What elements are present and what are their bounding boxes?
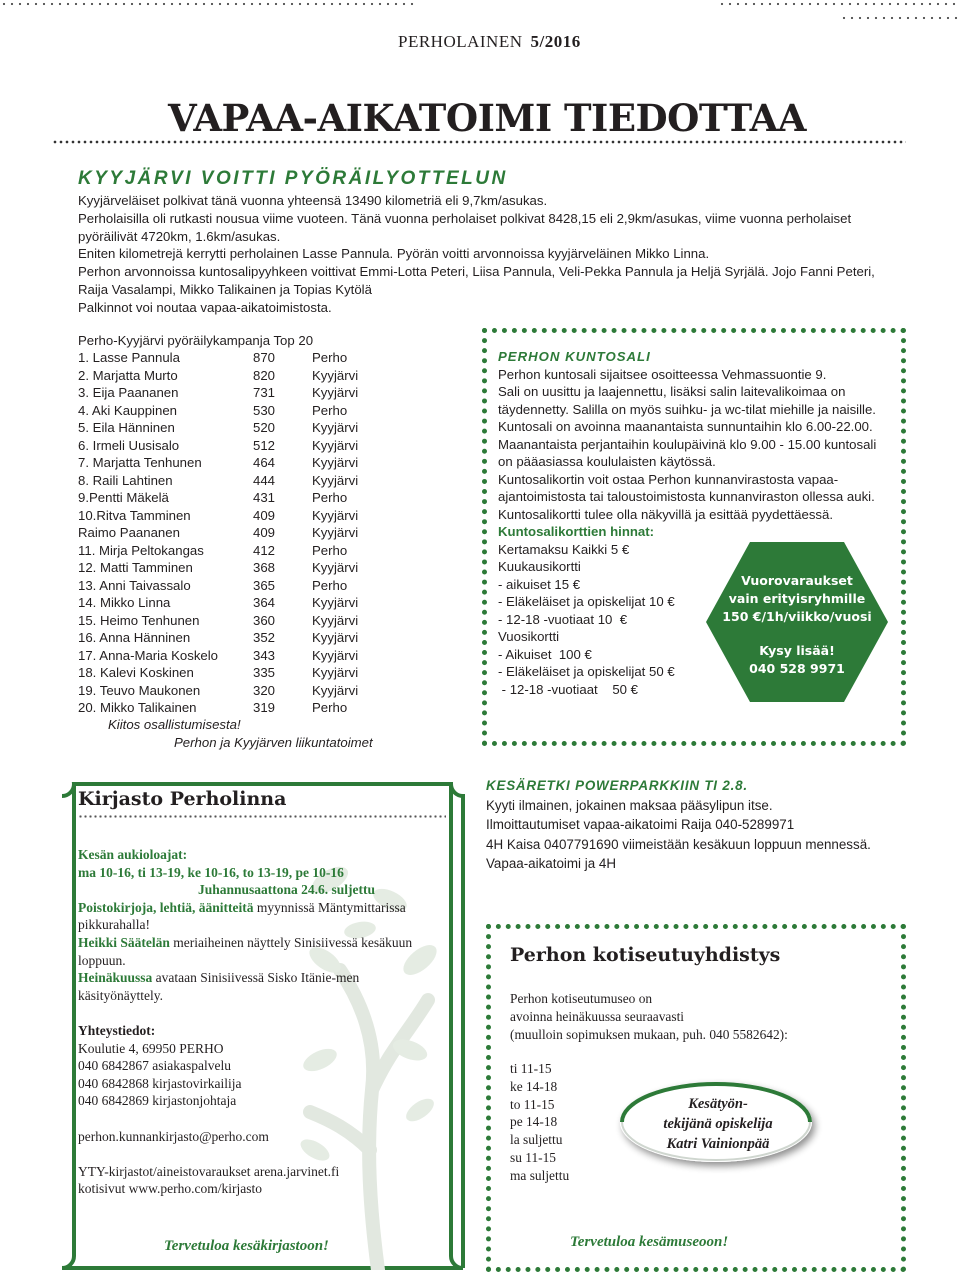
rider-km: 335: [253, 665, 276, 680]
issue-number: 5/2016: [530, 32, 581, 51]
rider-name: 5. Eila Hänninen: [78, 420, 175, 435]
rider-name: 1. Lasse Pannula: [78, 350, 180, 365]
badge-line: 150 €/1h/viikko/vuosi: [722, 609, 872, 624]
rider-km: 360: [253, 612, 276, 628]
badge-line: Kysy lisää!: [759, 643, 835, 658]
rider-km: 464: [253, 455, 276, 470]
rider-municipality: Kyyjärvi: [312, 612, 359, 628]
rider-name: 15. Heimo Tenhunen: [78, 612, 200, 628]
library-contact: 040 6842867 asiakaspalvelu: [78, 1058, 231, 1074]
rider-km: 320: [253, 682, 276, 698]
library-midsummer: Juhannusaattona 24.6. suljettu: [198, 882, 376, 898]
powerpark-line: Kyyti ilmainen, jokainen maksaa pääsylipun itse.: [486, 797, 773, 813]
library-news-3: Heinäkuussa avataan Sinisiivessä Sisko Itänie-men käsityönäyttely.: [78, 970, 360, 1003]
rider-name: 2. Marjatta Murto: [78, 367, 178, 383]
rider-municipality: Kyyjärvi: [312, 420, 359, 435]
masthead: [398, 32, 581, 52]
cycling-paragraph: Palkinnot voi noutaa vapaa-aikatoimistosta.: [78, 299, 332, 315]
library-hours: ma 10-16, ti 13-19, ke 10-16, to 13-19, pe 10-16: [78, 864, 344, 880]
gym-prices-heading: Kuntosalikorttien hinnat:: [498, 524, 655, 539]
rider-municipality: Kyyjärvi: [312, 647, 359, 663]
rider-name: 6. Irmeli Uusisalo: [78, 437, 180, 453]
rider-name: 18. Kalevi Koskinen: [78, 665, 194, 680]
rider-name: 7. Marjatta Tenhunen: [78, 455, 202, 470]
rider-municipality: Perho: [312, 577, 348, 593]
powerpark-heading: KESÄRETKI POWERPARKKIIN TI 2.8.: [486, 778, 748, 793]
rider-km: 412: [253, 542, 276, 558]
rider-municipality: Perho: [312, 490, 348, 505]
museum-hours-line: ti 11-15: [510, 1061, 552, 1076]
price-line: Kertamaksu Kaikki 5 €: [498, 541, 630, 557]
rider-km: 409: [253, 507, 276, 523]
museum-hours-line: ma suljettu: [510, 1167, 570, 1183]
museum-intro-line: avoinna heinäkuussa seuraavasti: [510, 1008, 685, 1024]
rider-km: 530: [253, 402, 276, 418]
price-line: Vuosikortti: [498, 629, 560, 644]
museum-hours-line: pe 14-18: [510, 1114, 558, 1130]
rider-municipality: Kyyjärvi: [312, 437, 359, 453]
rider-name: 14. Mikko Linna: [78, 595, 171, 610]
top-dot-rule-right: [718, 2, 960, 6]
powerpark-line: Vapaa-aikatoimi ja 4H: [486, 856, 617, 871]
price-line: - aikuiset 15 €: [498, 576, 581, 592]
library-title: Kirjasto Perholinna: [78, 788, 287, 810]
summer-worker-text: [612, 1094, 824, 1154]
library-contact: 040 6842869 kirjastonjohtaja: [78, 1093, 237, 1109]
library-dot-rule: [78, 815, 446, 818]
gym-heading: PERHON KUNTOSALI: [498, 349, 651, 364]
library-contact: Koulutie 4, 69950 PERHO: [78, 1040, 224, 1056]
library-hours-label: Kesän aukioloajat:: [78, 847, 188, 862]
gym-paragraph: Perhon kuntosali sijaitsee osoitteessa Vehmassuontie 9.: [498, 366, 827, 382]
rider-municipality: Perho: [312, 542, 348, 558]
rider-name: 8. Raili Lahtinen: [78, 472, 173, 488]
library-email[interactable]: perhon.kunnankirjasto@perho.com: [78, 1128, 269, 1144]
library-news-2: Heikki Säätelän meriaiheinen näyttely Sinisiivessä kesäkuun loppuun.: [78, 934, 413, 968]
top20-signature: Perhon ja Kyyjärven liikuntatoimet: [174, 735, 373, 750]
page-title: VAPAA-AIKATOIMI TIEDOTTAA: [168, 96, 807, 140]
rider-municipality: Kyyjärvi: [312, 630, 359, 645]
rider-name: Raimo Paananen: [78, 525, 180, 540]
rider-km: 731: [253, 385, 276, 400]
rider-municipality: Kyyjärvi: [312, 472, 359, 488]
rider-km: 820: [253, 367, 276, 383]
rider-municipality: Kyyjärvi: [312, 385, 359, 400]
museum-title: Perhon kotiseutuyhdistys: [510, 944, 781, 966]
rider-name: 20. Mikko Talikainen: [78, 700, 197, 715]
cycling-heading: KYYJÄRVI VOITTI PYÖRÄILYOTTELUN: [78, 168, 508, 189]
badge-phone: 040 528 9971: [749, 661, 845, 676]
rider-municipality: Kyyjärvi: [312, 525, 359, 540]
museum-intro-line: Perhon kotiseutumuseo on: [510, 991, 653, 1006]
rider-name: 13. Anni Taivassalo: [78, 577, 191, 593]
library-link[interactable]: YTY-kirjastot/aineistovaraukset arena.jarvinet.fi: [78, 1163, 340, 1179]
museum-hours: [510, 1060, 569, 1185]
gym-paragraph: Kuntosali on avoinna maanantaista sunnuntaihin klo 6.00-22.00. Maanantaista perjantaihin koulupäivinä klo 9.00 - 15.00 kuntosali on pääasiassa koululaisten käytössä.: [498, 419, 877, 469]
rider-km: 368: [253, 560, 276, 575]
price-line: - Eläkeläiset ja opiskelijat 50 €: [498, 664, 675, 679]
powerpark-line: Ilmoittautumiset vapaa-aikatoimi Raija 040-5289971: [486, 817, 795, 832]
cycling-paragraph: Perholaisilla oli rutkasti nousua viime vuoteen. Tänä vuonna perholaiset polkivat 8428,15 eli 2,9km/asukas, viime vuonna perholaiset pyöräilivät 4720km, 1.6km/asukas.: [78, 210, 852, 244]
library-contacts-label: Yhteystiedot:: [78, 1022, 156, 1038]
price-line: - 12-18 -vuotiaat 10 €: [498, 611, 628, 627]
rider-km: 352: [253, 630, 276, 645]
cycling-paragraph: Perhon arvonnoissa kuntosalipyyhkeen voittivat Emmi-Lotta Peteri, Liisa Pannula, Veli-Pekka Pannula ja Heljä Syrjälä. Jojo Fanni Peteri, Raija Vasalampi, Mikko Talikainen ja Topias Kytölä: [78, 264, 875, 297]
publication-name: PERHOLAINEN: [398, 32, 523, 51]
price-line: - 12-18 -vuotiaat 50 €: [498, 681, 639, 697]
powerpark-line: 4H Kaisa 0407791690 viimeistään kesäkuun loppuun mennessä.: [486, 836, 871, 852]
rider-km: 364: [253, 595, 276, 610]
oval-line: tekijänä opiskelija: [663, 1116, 773, 1132]
rider-km: 319: [253, 700, 276, 715]
price-line: Kuukausikortti: [498, 559, 581, 574]
rider-municipality: Kyyjärvi: [312, 560, 359, 575]
library-link[interactable]: kotisivut www.perho.com/kirjasto: [78, 1181, 262, 1197]
library-news-1: Poistokirjoja, lehtiä, äänitteitä myynnissä Mäntymittarissa pikkurahalla!: [78, 899, 406, 933]
price-line: - Aikuiset 100 €: [498, 646, 592, 662]
top-dot-rule-right-lower: [840, 16, 960, 20]
top-dot-rule-left: [0, 2, 415, 6]
rider-municipality: Kyyjärvi: [312, 367, 359, 383]
museum-intro: [510, 990, 890, 1043]
oval-line: Kesätyön-: [688, 1096, 748, 1112]
museum-hours-line: to 11-15: [510, 1096, 555, 1112]
museum-hours-line: la suljettu: [510, 1132, 563, 1148]
museum-welcome: Tervetuloa kesämuseoon!: [570, 1234, 729, 1250]
rider-municipality: Kyyjärvi: [312, 665, 359, 680]
cycling-article: [78, 192, 908, 317]
rider-municipality: Perho: [312, 700, 348, 715]
rider-name: 16. Anna Hänninen: [78, 630, 191, 645]
rider-km: 365: [253, 577, 276, 593]
museum-hours-line: su 11-15: [510, 1149, 556, 1165]
price-line: - Eläkeläiset ja opiskelijat 10 €: [498, 594, 675, 609]
cycling-paragraph: Eniten kilometrejä kerrytti perholainen Lasse Pannula. Pyörän voitti arvonnoissa kyyjärveläinen Mikko Linna.: [78, 246, 710, 262]
rider-km: 870: [253, 350, 276, 365]
rider-municipality: Perho: [312, 402, 348, 418]
rider-municipality: Kyyjärvi: [312, 595, 359, 610]
library-contact: 040 6842868 kirjastovirkailija: [78, 1075, 242, 1091]
rider-name: 12. Matti Tamminen: [78, 560, 193, 575]
museum-intro-line: (muulloin sopimuksen mukaan, puh. 040 5582642):: [510, 1026, 788, 1042]
badge-line: Vuorovaraukset: [741, 573, 853, 588]
rider-km: 409: [253, 525, 276, 540]
gym-paragraph: Sali on uusittu ja laajennettu, lisäksi salin laitevalikoimaa on täydennetty. Salilla on myös suihku- ja wc-tilat miehille ja naisille.: [498, 384, 876, 417]
museum-hours-line: ke 14-18: [510, 1078, 558, 1094]
title-dot-rule: [52, 140, 906, 144]
rider-km: 520: [253, 420, 276, 435]
library-welcome: Tervetuloa kesäkirjastoon!: [164, 1238, 329, 1254]
rider-km: 343: [253, 647, 276, 663]
rider-name: 11. Mirja Peltokangas: [78, 542, 204, 558]
rider-name: 4. Aki Kauppinen: [78, 402, 177, 418]
top20-title: Perho-Kyyjärvi pyöräilykampanja Top 20: [78, 333, 314, 348]
rider-km: 444: [253, 472, 276, 488]
rider-name: 9.Pentti Mäkelä: [78, 490, 169, 505]
rider-name: 19. Teuvo Maukonen: [78, 682, 201, 698]
rider-name: 17. Anna-Maria Koskelo: [78, 647, 219, 663]
cycling-paragraph: Kyyjärveläiset polkivat tänä vuonna yhteensä 13490 kilometriä eli 9,7km/asukas.: [78, 193, 548, 208]
gym-paragraph: Kuntosalikortin voit ostaa Perhon kunnanvirastosta vapaa-ajantoimistosta tai taloustoimistosta kunnanviraston ollessa auki. Kuntosalikortti tulee olla näkyvillä ja esittää pyydettäessä.: [498, 471, 875, 522]
powerpark-article: [486, 776, 906, 874]
top20-thanks: Kiitos osallistumisesta!: [108, 717, 241, 732]
rider-municipality: Kyyjärvi: [312, 455, 359, 470]
rider-km: 431: [253, 490, 276, 505]
badge-line: vain erityisryhmille: [728, 591, 866, 606]
rider-name: 3. Eija Paananen: [78, 385, 179, 400]
oval-line: Katri Vainionpää: [666, 1136, 770, 1152]
rider-name: 10.Ritva Tamminen: [78, 507, 191, 523]
rider-municipality: Perho: [312, 350, 348, 365]
rider-municipality: Kyyjärvi: [312, 507, 359, 523]
library-content: [78, 846, 456, 1198]
rider-municipality: Kyyjärvi: [312, 682, 359, 698]
rider-km: 512: [253, 437, 276, 453]
